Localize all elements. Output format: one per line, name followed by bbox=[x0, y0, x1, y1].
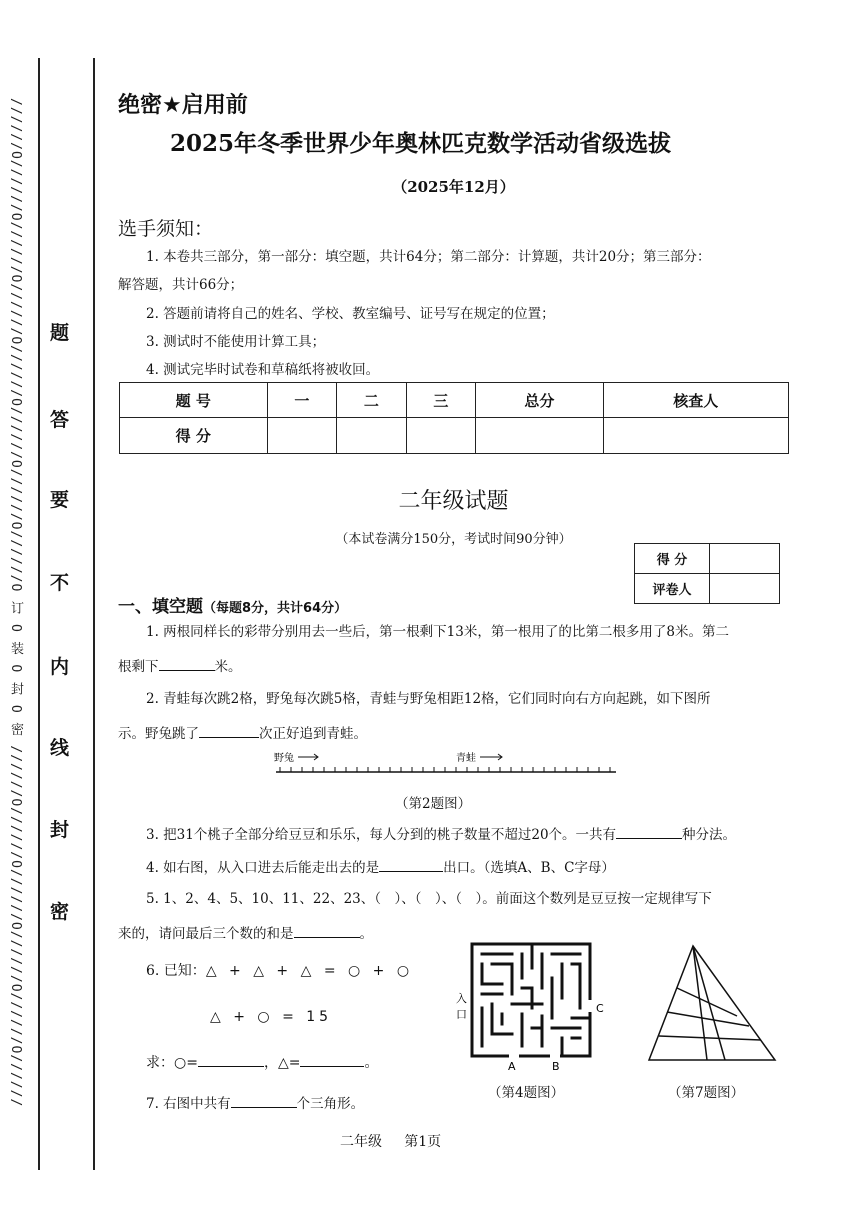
notice-item: 2. 答题前请将自己的姓名、学校、教室编号、证号写在规定的位置； bbox=[146, 306, 555, 322]
answer-blank[interactable] bbox=[379, 857, 443, 872]
maze-entry-2: 口 bbox=[456, 1008, 467, 1021]
binding-char: 要 bbox=[50, 489, 70, 511]
paper-subtitle: （本试卷满分150分，考试时间90分钟） bbox=[335, 532, 572, 547]
score-cell[interactable] bbox=[476, 418, 603, 454]
answer-blank[interactable] bbox=[231, 1093, 297, 1108]
margin-line bbox=[93, 58, 95, 1170]
notice-item: 3. 测试时不能使用计算工具； bbox=[146, 334, 326, 350]
binding-char: 内 bbox=[50, 656, 70, 678]
question-4: 4. 如右图，从入口进去后能走出去的是 出口。（选填A、B、C字母） bbox=[146, 857, 615, 877]
page-footer: 二年级 第1页 bbox=[340, 1134, 442, 1150]
score-header: 二 bbox=[337, 383, 407, 418]
section-title: 一、填空题（每题8分，共计64分） bbox=[118, 597, 348, 617]
answer-blank[interactable] bbox=[159, 656, 215, 671]
binding-slash-text: //////O//////O//////O//////O//////O//////O//////O//////O 订 O 装 O 封 O 密 //////O//////O//////O//////O//////O////// bbox=[8, 98, 23, 1108]
question-5-line1: 5. 1、2、4、5、10、11、22、23、（ ）、（ ）、（ ）。前面这个数列是豆豆按一定规律写下 bbox=[146, 891, 712, 907]
score-cell[interactable] bbox=[337, 418, 407, 454]
maze-exit-c: C bbox=[596, 1002, 604, 1015]
notice-heading: 选手须知： bbox=[118, 218, 214, 240]
grader-name-cell[interactable] bbox=[710, 574, 780, 604]
figure-2-number-line bbox=[270, 748, 622, 778]
score-header: 题 号 bbox=[120, 383, 268, 418]
rabbit-label: 野兔 bbox=[274, 753, 294, 764]
question-1-line2: 根剩下 米。 bbox=[118, 656, 242, 676]
binding-slash-column bbox=[6, 98, 28, 1118]
question-2-line1: 2. 青蛙每次跳2格，野兔每次跳5格，青蛙与野兔相距12格，它们同时向右方向起跳，如下图所 bbox=[146, 691, 711, 707]
score-table bbox=[119, 382, 789, 454]
question-3: 3. 把31个桃子全部分给豆豆和乐乐，每人分到的桃子数量不超过20个。一共有 种分法。 bbox=[146, 824, 736, 844]
figure-4-caption: （第4题图） bbox=[488, 1085, 565, 1101]
answer-blank[interactable] bbox=[199, 723, 259, 738]
answer-blank[interactable] bbox=[616, 824, 682, 839]
binding-char: 密 bbox=[50, 901, 70, 923]
equation-2: △ + ○ = 15 bbox=[210, 1009, 333, 1025]
figure-7-caption: （第7题图） bbox=[668, 1085, 745, 1101]
exam-date: （2025年12月） bbox=[392, 178, 515, 196]
notice-item: 解答题，共计66分； bbox=[118, 277, 244, 293]
section-note: （每题8分，共计64分） bbox=[203, 601, 348, 616]
exam-title: 2025年冬季世界少年奥林匹克数学活动省级选拔 bbox=[170, 130, 672, 157]
score-cell[interactable] bbox=[603, 418, 788, 454]
question-5-line2: 来的，请问最后三个数的和是 。 bbox=[118, 923, 373, 943]
frog-label: 青蛙 bbox=[456, 753, 476, 764]
figure-2-caption: （第2题图） bbox=[395, 796, 472, 812]
answer-blank[interactable] bbox=[198, 1052, 264, 1067]
equation-1: △ + △ + △ = ○ + ○ bbox=[205, 963, 414, 979]
binding-char: 线 bbox=[50, 737, 70, 759]
score-cell[interactable] bbox=[406, 418, 476, 454]
score-row-label: 得 分 bbox=[120, 418, 268, 454]
score-header: 三 bbox=[406, 383, 476, 418]
answer-blank[interactable] bbox=[294, 923, 360, 938]
grader-score-label: 得 分 bbox=[635, 544, 710, 574]
score-cell[interactable] bbox=[267, 418, 337, 454]
notice-item: 1. 本卷共三部分，第一部分：填空题，共计64分；第二部分：计算题，共计20分；第三部分： bbox=[146, 249, 711, 265]
binding-char: 答 bbox=[50, 409, 70, 431]
paper-title: 二年级试题 bbox=[398, 489, 509, 514]
binding-line bbox=[38, 58, 40, 1170]
answer-blank[interactable] bbox=[300, 1052, 364, 1067]
maze-exit-a: A bbox=[508, 1060, 516, 1073]
figure-4-maze bbox=[452, 938, 608, 1076]
question-2-line2: 示。野兔跳了 次正好追到青蛙。 bbox=[118, 723, 367, 743]
maze-exit-b: B bbox=[552, 1060, 560, 1073]
grader-score-cell[interactable] bbox=[710, 544, 780, 574]
question-6-known: 6. 已知：△ + △ + △ = ○ + ○ bbox=[146, 963, 414, 979]
score-header: 一 bbox=[267, 383, 337, 418]
question-7: 7. 右图中共有 个三角形。 bbox=[146, 1093, 364, 1113]
binding-char: 不 bbox=[50, 572, 70, 594]
binding-char: 封 bbox=[50, 819, 70, 841]
score-header: 核查人 bbox=[603, 383, 788, 418]
grader-name-label: 评卷人 bbox=[635, 574, 710, 604]
question-6-ask: 求：○= ，△= 。 bbox=[146, 1052, 378, 1072]
grader-box bbox=[634, 543, 780, 604]
confidential-label: 绝密★启用前 bbox=[118, 93, 248, 118]
maze-entry-1: 入 bbox=[456, 992, 467, 1005]
notice-item: 4. 测试完毕时试卷和草稿纸将被收回。 bbox=[146, 362, 380, 378]
score-header: 总分 bbox=[476, 383, 603, 418]
binding-char: 题 bbox=[50, 322, 70, 344]
figure-7-triangles bbox=[645, 940, 779, 1066]
question-1-line1: 1. 两根同样长的彩带分别用去一些后，第一根剩下13米，第一根用了的比第二根多用了8米。第二 bbox=[146, 624, 729, 640]
